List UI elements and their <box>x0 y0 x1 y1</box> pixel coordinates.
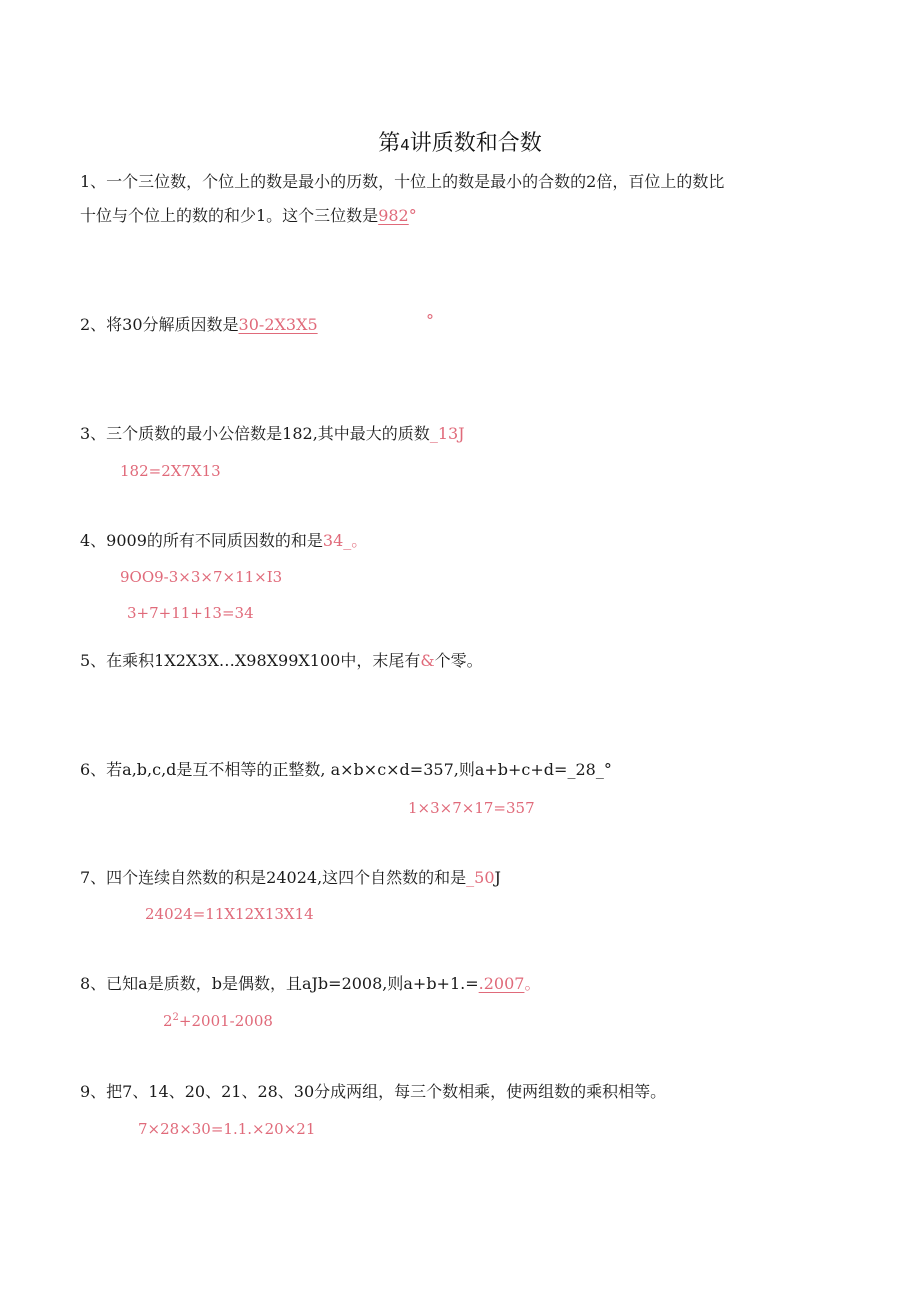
question-1-text: 十位与个位上的数的和少1。这个三位数是 <box>80 206 379 225</box>
question-4-note-2: 3+7+11+13=34 <box>127 604 254 622</box>
title-prefix: 第 <box>378 131 401 156</box>
question-1-end: ° <box>408 206 417 225</box>
question-4-text: 4、9009的所有不同质因数的和是 <box>80 531 323 550</box>
question-8-end: 。 <box>524 974 541 993</box>
question-2 <box>80 309 434 341</box>
question-1-line-2 <box>80 200 417 232</box>
question-7-text: 7、四个连续自然数的积是24024,这四个自然数的和是 <box>80 868 467 887</box>
question-3-text: 3、三个质数的最小公倍数是182,其中最大的质数 <box>80 424 430 443</box>
question-8-note-base: 2 <box>163 1012 173 1030</box>
question-5-text: 5、在乘积1X2X3X…X98X99X100中，末尾有 <box>80 651 421 670</box>
question-8-answer: .2007 <box>478 974 525 993</box>
question-5-answer: & <box>420 651 435 670</box>
question-3-note: 182=2X7X13 <box>120 462 221 480</box>
question-5-end: 个零。 <box>434 651 483 670</box>
question-6 <box>80 754 612 786</box>
title-suffix: 讲质数和合数 <box>409 131 542 156</box>
question-5 <box>80 645 483 677</box>
question-8-note-exponent: 2 <box>172 1012 179 1023</box>
question-7 <box>80 862 501 894</box>
question-3 <box>80 418 465 450</box>
question-2-end: ° <box>426 311 434 330</box>
question-6-end: ° <box>603 760 612 779</box>
question-4-end: 。 <box>351 531 368 550</box>
question-8-note-rest: +2001-2008 <box>178 1012 273 1030</box>
question-8 <box>80 968 540 1000</box>
question-1-line-1: 1、一个三位数，个位上的数是最小的历数，十位上的数是最小的合数的2倍，百位上的数比 <box>80 172 725 191</box>
question-3-answer: _13J <box>429 424 465 443</box>
question-4-note-1: 9OO9-3×3×7×11×I3 <box>120 568 283 586</box>
question-8-note <box>163 1012 273 1030</box>
question-4 <box>80 525 367 557</box>
page-title <box>0 126 920 157</box>
question-7-note: 24024=11X12X13X14 <box>145 905 314 923</box>
question-2-answer: 30-2X3X5 <box>238 315 318 334</box>
question-4-answer: 34_ <box>322 531 352 550</box>
question-9-note: 7×28×30=1.1.×20×21 <box>138 1120 316 1138</box>
question-9: 9、把7、14、20、21、28、30分成两组，每三个数相乘，使两组数的乘积相等。 <box>80 1082 667 1101</box>
question-8-text: 8、已知a是质数，b是偶数，且aJb=2008,则a+b+1.= <box>80 974 479 993</box>
question-1-answer: 982 <box>378 206 409 225</box>
question-2-text: 2、将30分解质因数是 <box>80 315 239 334</box>
question-6-text: 6、若a,b,c,d是互不相等的正整数, a×b×c×d=357,则a+b+c+d= <box>80 760 568 779</box>
question-7-answer: _50 <box>466 868 495 887</box>
title-number: 4 <box>400 136 410 154</box>
question-7-end: J <box>494 868 501 887</box>
question-6-answer: _28_ <box>567 760 604 779</box>
question-6-note: 1×3×7×17=357 <box>408 799 535 817</box>
